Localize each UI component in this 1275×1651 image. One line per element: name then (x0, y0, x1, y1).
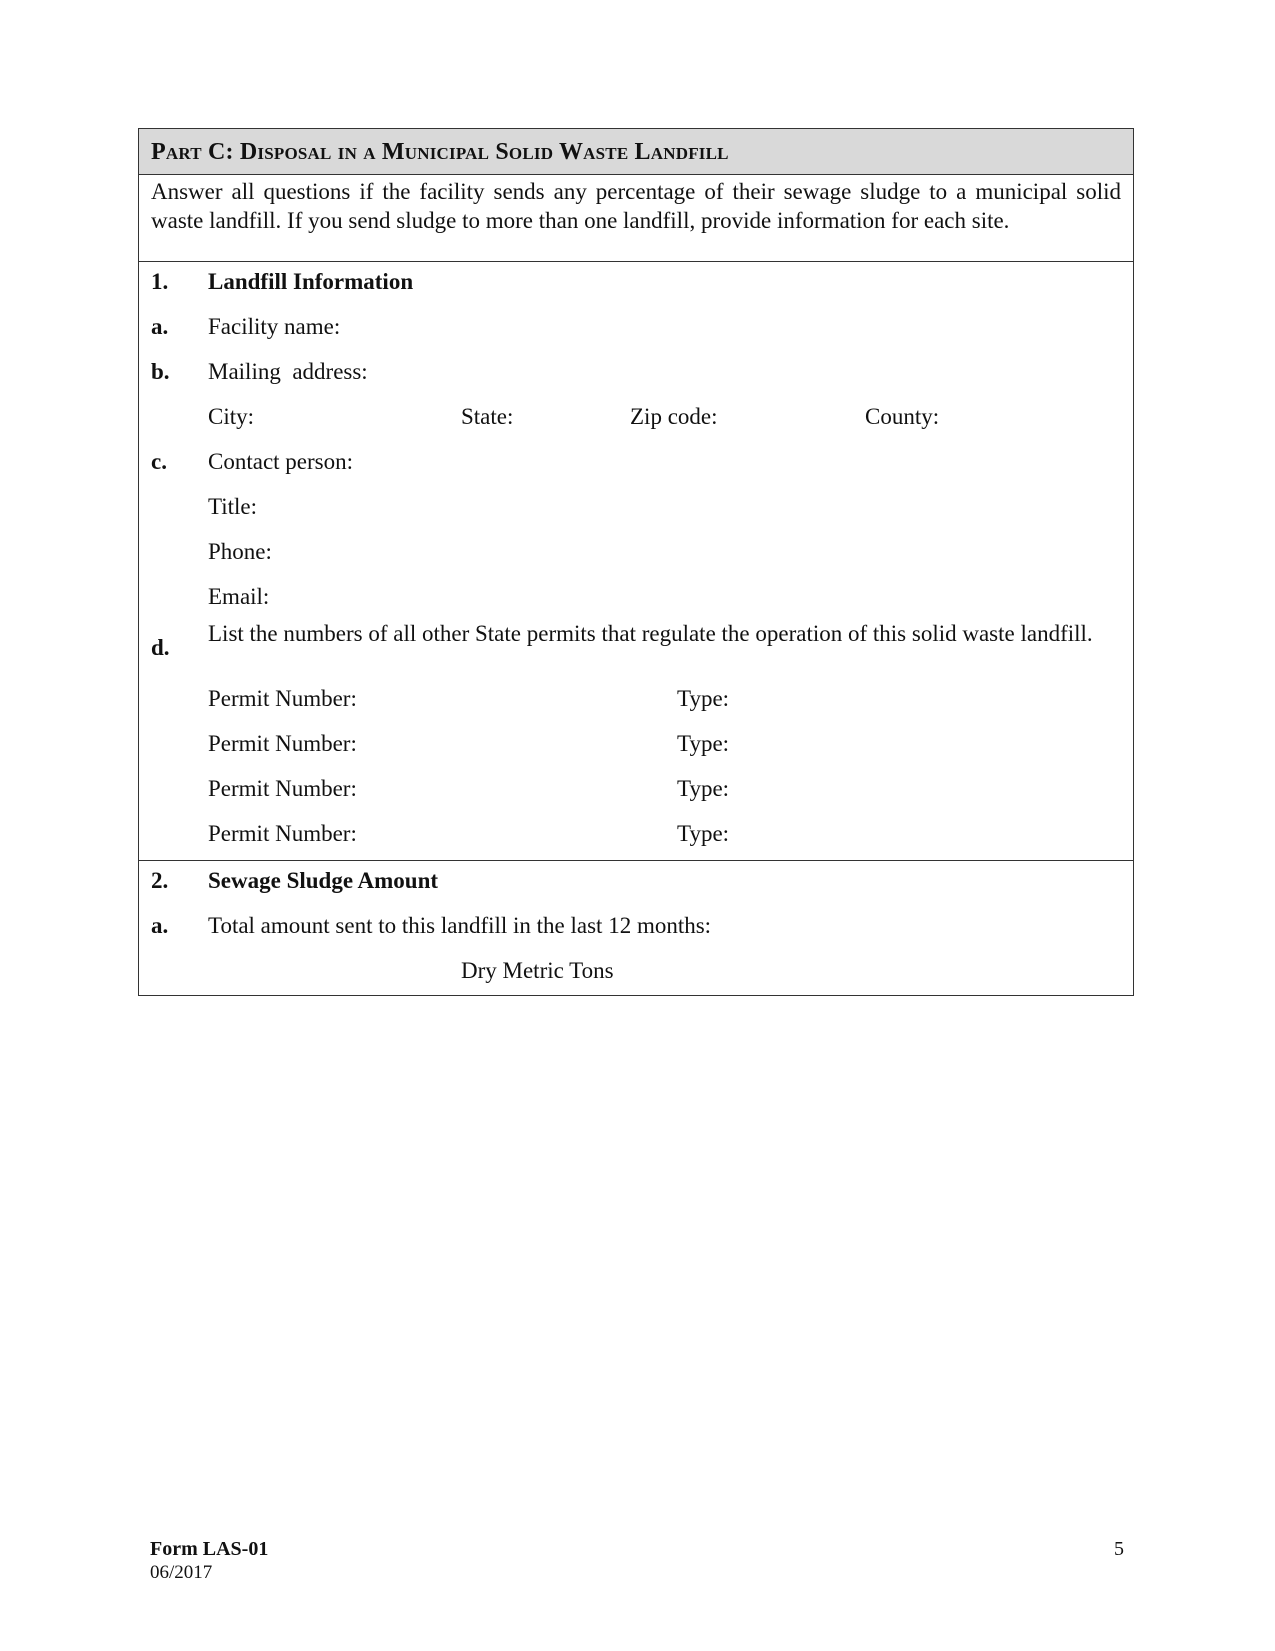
section2-title: Sewage Sludge Amount (208, 868, 439, 893)
permit-number-field[interactable]: Permit Number: (208, 776, 357, 801)
item-d-letter: d. (151, 635, 170, 660)
permits-instruction: List the numbers of all other State permits that regulate the operation of this solid waste landfill. (208, 621, 1093, 646)
dry-metric-tons-field[interactable]: Dry Metric Tons (461, 958, 614, 983)
total-amount-label: Total amount sent to this landfill in the last 12 months: (208, 913, 712, 938)
permit-type-field[interactable]: Type: (677, 776, 730, 801)
permit-type-field[interactable]: Type: (677, 731, 730, 756)
section1-number: 1. (151, 269, 169, 294)
form-date: 06/2017 (150, 1562, 213, 1583)
contact-phone-field[interactable]: Phone: (208, 539, 272, 564)
item-a-letter: a. (151, 314, 169, 339)
section2-number: 2. (151, 868, 169, 893)
item-b-letter: b. (151, 359, 170, 384)
contact-email-field[interactable]: Email: (208, 584, 270, 609)
form-name: Form LAS-01 (150, 1538, 269, 1560)
permit-type-field[interactable]: Type: (677, 686, 730, 711)
item-a-letter: a. (151, 913, 169, 938)
section1-title: Landfill Information (208, 269, 414, 294)
part-c-instructions: Answer all questions if the facility sends any percentage of their sewage sludge to a municipal solid waste landfill. If you send sludge to more than one landfill, provide information for each site. (151, 179, 1121, 233)
permit-number-field[interactable]: Permit Number: (208, 731, 357, 756)
city-field[interactable]: City: (208, 404, 255, 429)
part-c-title: Part C: Disposal in a Municipal Solid Waste Landfill (151, 139, 729, 165)
page-number: 5 (1114, 1538, 1124, 1560)
contact-title-field[interactable]: Title: (208, 494, 258, 519)
contact-person-field[interactable]: Contact person: (208, 449, 353, 474)
section-divider (139, 261, 1133, 262)
mailing-address-field[interactable]: Mailing address: (208, 359, 368, 384)
section-divider (139, 860, 1133, 861)
facility-name-field[interactable]: Facility name: (208, 314, 341, 339)
part-c-header (139, 129, 1133, 175)
part-c-form (138, 128, 1134, 996)
item-c-letter: c. (151, 449, 167, 474)
permit-number-field[interactable]: Permit Number: (208, 821, 357, 846)
permit-type-field[interactable]: Type: (677, 821, 730, 846)
zip-code-field[interactable]: Zip code: (630, 404, 718, 429)
permit-number-field[interactable]: Permit Number: (208, 686, 357, 711)
county-field[interactable]: County: (865, 404, 940, 429)
state-field[interactable]: State: (461, 404, 514, 429)
